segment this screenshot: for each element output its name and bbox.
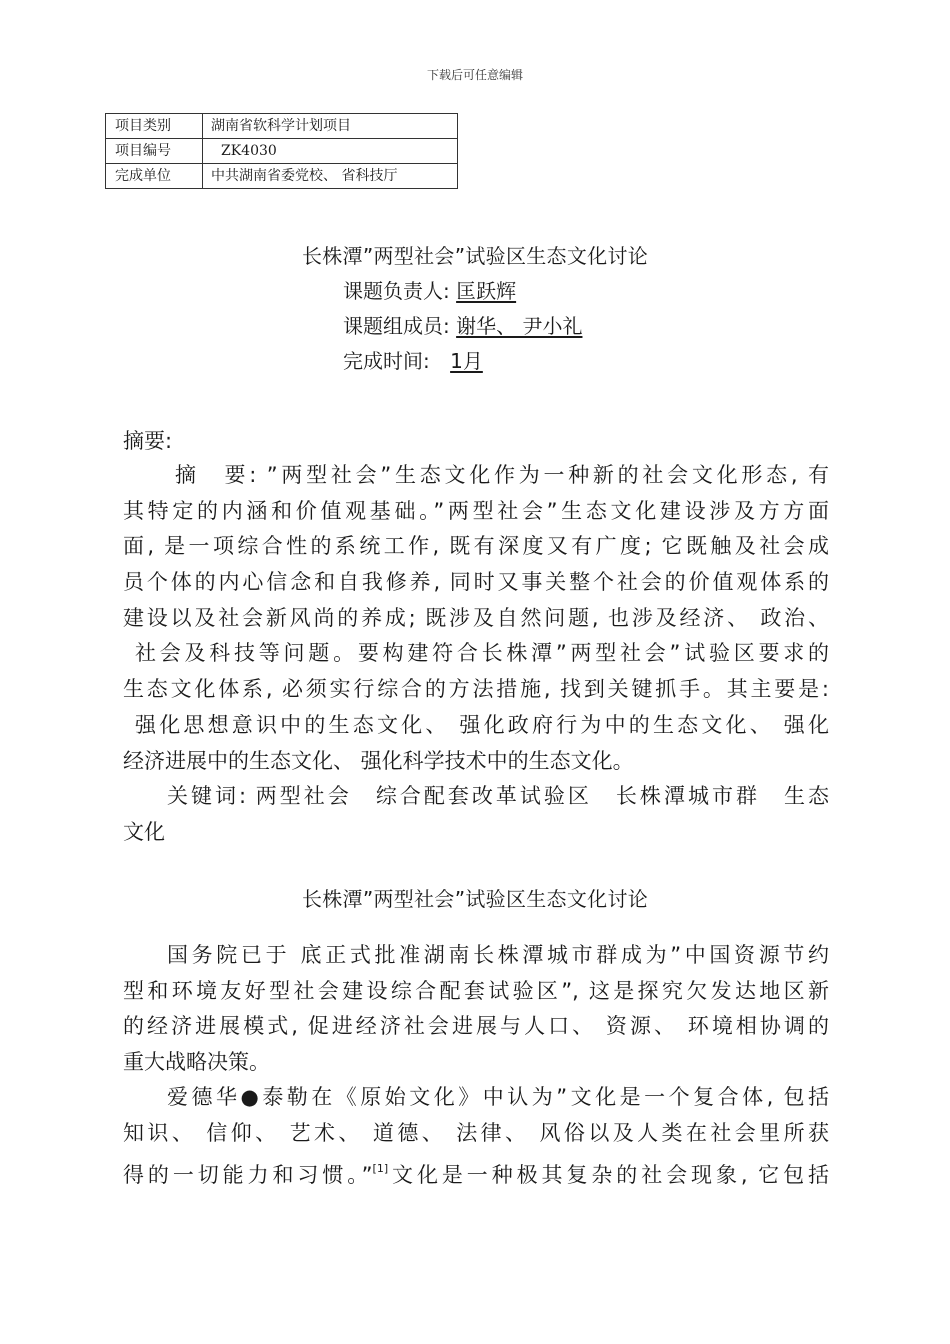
- leader-line: [343, 275, 516, 304]
- paragraph-line: 爱德华●泰勒在《原始文化》中认为”文化是一个复合体, 包括: [167, 1085, 829, 1109]
- abstract-label: 摘要:: [123, 429, 173, 453]
- paragraph-line: 重大战略决策。: [123, 1050, 270, 1075]
- abstract-line: 面, 是一项综合性的系统工作, 既有深度又有广度; 它既触及社会成: [123, 534, 829, 559]
- paragraph-text: 文化是一种极其复杂的社会现象, 它包括: [388, 1163, 829, 1188]
- table-value: 湖南省软科学计划项目: [203, 114, 458, 139]
- table-value: 中共湖南省委党校、 省科技厅: [203, 164, 458, 189]
- paragraph-2: [123, 1080, 829, 1187]
- paragraph-line: 的经济进展模式, 促进经济社会进展与人口、 资源、 环境相协调的: [123, 1014, 829, 1039]
- abstract-line: 经济进展中的生态文化、 强化科学技术中的生态文化。: [123, 748, 634, 773]
- table-row: [106, 114, 458, 139]
- paragraph-line: [123, 1151, 829, 1187]
- table-row: [106, 139, 458, 164]
- table-row: [106, 164, 458, 189]
- section-title: 长株潭”两型社会”试验区生态文化讨论: [301, 887, 649, 911]
- leader-name: 匡跃辉: [456, 279, 517, 303]
- table-key: 项目编号: [106, 139, 203, 164]
- paragraph-1: [123, 938, 829, 1081]
- abstract-line: 生态文化体系, 必须实行综合的方法措施, 找到关键抓手。其主要是:: [123, 677, 829, 702]
- paragraph-line: 型和环境友好型社会建设综合配套试验区”, 这是探究欠发达地区新: [123, 978, 829, 1003]
- abstract-line: 摘 要: ”两型社会”生态文化作为一种新的社会文化形态, 有: [175, 463, 829, 487]
- abstract-body: [123, 458, 829, 851]
- keywords-line: 文化: [123, 819, 165, 844]
- time-value: 1月: [450, 349, 483, 373]
- paragraph-text: 得的一切能力和习惯。”: [123, 1163, 373, 1188]
- abstract-line: 建设以及社会新风尚的养成; 既涉及自然问题, 也涉及经济、 政治、: [123, 605, 829, 630]
- members-label: 课题组成员:: [343, 314, 450, 338]
- page-title: 长株潭”两型社会”试验区生态文化讨论: [301, 244, 649, 268]
- abstract-line: 员个体的内心信念和自我修养, 同时又事关整个社会的价值观体系的: [123, 570, 829, 595]
- time-line: [343, 345, 489, 374]
- members-names: 谢华、 尹小礼: [456, 314, 583, 338]
- project-info-table: [105, 113, 458, 189]
- abstract-line: 其特定的内涵和价值观基础。”两型社会”生态文化建设涉及方方面: [123, 498, 829, 523]
- paragraph-line: 国务院已于 底正式批准湖南长株潭城市群成为”中国资源节约: [167, 943, 829, 967]
- keywords-line: 关键词: 两型社会 综合配套改革试验区 长株潭城市群 生态: [167, 784, 829, 809]
- table-key: 完成单位: [106, 164, 203, 189]
- abstract-line: 强化思想意识中的生态文化、 强化政府行为中的生态文化、 强化: [135, 712, 829, 737]
- abstract-line: 社会及科技等问题。要构建符合长株潭”两型社会”试验区要求的: [135, 641, 829, 666]
- time-label: 完成时间:: [343, 349, 430, 373]
- table-key: 项目类别: [106, 114, 203, 139]
- header-note: 下载后可任意编辑: [426, 68, 523, 82]
- table-value: ZK4030: [203, 139, 458, 164]
- paragraph-line: 知识、 信仰、 艺术、 道德、 法律、 风俗以及人类在社会里所获: [123, 1120, 829, 1145]
- citation-ref[interactable]: [1]: [372, 1162, 389, 1176]
- leader-label: 课题负责人:: [343, 279, 450, 303]
- members-line: [343, 310, 582, 339]
